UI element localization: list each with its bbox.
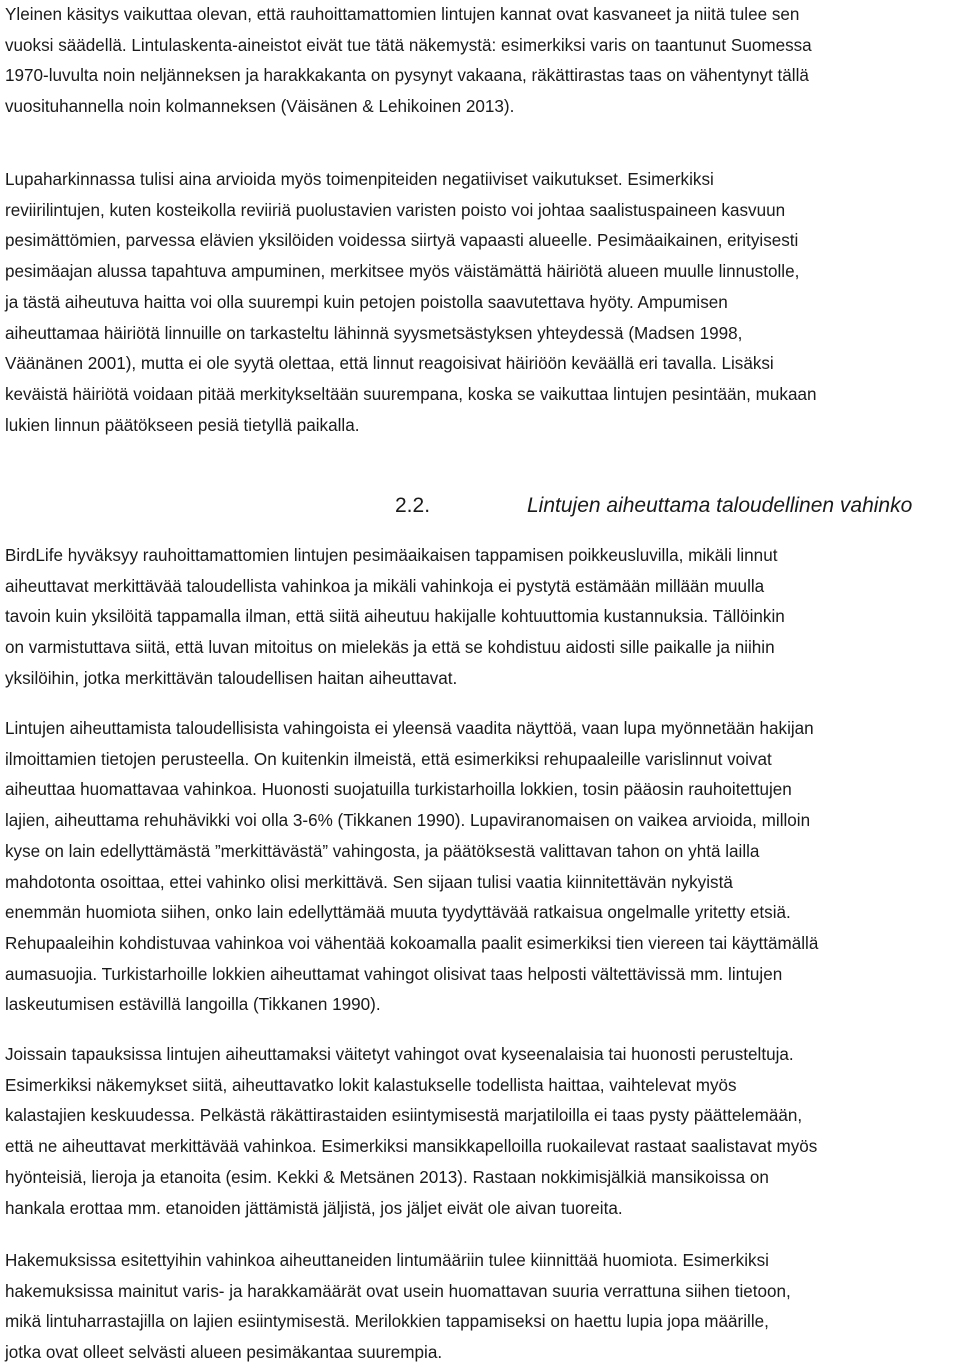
- text-line: tavoin kuin yksilöitä tappamalla ilman, että siitä aiheutuu hakijalle kohtuuttomia kustannuksia. Tällöinkin: [5, 607, 785, 627]
- text-line: Yleinen käsitys vaikuttaa olevan, että rauhoittamattomien lintujen kannat ovat kasvaneet ja niitä tulee sen: [5, 5, 800, 24]
- text-line: enemmän huomiota siihen, onko lain edellyttämää muuta tyydyttävää ratkaisua ongelmalle yritetty etsiä.: [5, 903, 791, 923]
- text-line: hakemuksissa mainitut varis- ja harakkamäärät ovat usein huomattavan suuria verrattuna siihen tietoon,: [5, 1281, 791, 1301]
- text-line: ilmoittamien tietojen perusteella. On kuitenkin ilmeistä, että esimerkiksi rehupaaleille varislinnut voivat: [5, 749, 772, 769]
- text-line: ja tästä aiheutuva haitta voi olla suurempi kuin petojen poistolla saavutettava hyöty. Ampumisen: [5, 292, 728, 312]
- text-line: lajien, aiheuttama rehuhävikki voi olla 3-6% (Tikkanen 1990). Lupaviranomaisen on vaikea arvioida, milloin: [5, 811, 811, 831]
- section-heading: [5, 489, 960, 523]
- text-line: reviirilintujen, kuten kosteikolla reviiriä puolustavien varisten poisto voi johtaa saalistuspaineen kasvuun: [5, 200, 786, 220]
- text-line: pesimättömien, parvessa elävien yksilöiden voidessa siirtyä vapaasti alueelle. Pesimäaikainen, erityisesti: [5, 231, 799, 251]
- paragraph-bird-populations: [5, 0, 812, 123]
- text-line: vuosituhannella noin kolmanneksen (Väisänen & Lehikoinen 2013).: [5, 97, 515, 117]
- text-line: Lintujen aiheuttamista taloudellisista vahingoista ei yleensä vaadita näyttöä, vaan lupa myönnetään hakijan: [5, 719, 814, 738]
- text-line: Rehupaaleihin kohdistuvaa vahinkoa voi vähentää kokoamalla paalit esimerkiksi tien viereen tai käyttämällä: [5, 933, 819, 953]
- text-line: Esimerkiksi näkemykset siitä, aiheuttavatko lokit kalastukselle todellista haittaa, vaihtelevat myös: [5, 1075, 737, 1095]
- paragraph-questionable-claims: [5, 1040, 817, 1224]
- paragraph-application-numbers: [5, 1246, 791, 1369]
- text-line: Hakemuksissa esitettyihin vahinkoa aiheuttaneiden lintumääriin tulee kiinnittää huomiota. Esimerkiksi: [5, 1251, 769, 1270]
- text-line: aumasuojia. Turkistarhoille lokkien aiheuttamat vahingot olisivat taas helposti vältettävissä mm. lintujen: [5, 964, 783, 984]
- text-line: Joissain tapauksissa lintujen aiheuttamaksi väitetyt vahingot ovat kyseenalaisia tai huonosti perusteltuja.: [5, 1045, 794, 1064]
- text-line: keväistä häiriötä voidaan pitää merkitykseltään suurempana, koska se vaikuttaa lintujen pesintään, mukaan: [5, 384, 817, 404]
- text-line: aiheuttaa huomattavaa vahinkoa. Huonosti suojatuilla turkistarhoilla lokkien, tosin pääosin rauhoitettujen: [5, 780, 792, 800]
- text-line: BirdLife hyväksyy rauhoittamattomien lintujen pesimäaikaisen tappamisen poikkeusluvilla, mikäli linnut: [5, 546, 778, 565]
- paragraph-economic-damage: [5, 714, 818, 1021]
- paragraph-negative-effects: [5, 165, 816, 441]
- text-line: mikä lintuharrastajilla on lajien esiintymisestä. Merilokkien tappamiseksi on haettu lupia jopa määrille,: [5, 1312, 769, 1332]
- text-line: yksilöihin, jotka merkittävän taloudellisen haitan aiheuttavat.: [5, 668, 458, 688]
- text-line: pesimäajan alussa tapahtuva ampuminen, merkitsee myös väistämättä häiriötä alueen muulle linnustolle,: [5, 262, 800, 282]
- text-line: kyse on lain edellyttämästä ”merkittävästä” vahingosta, ja päätöksestä valittavan tahon on yhtä lailla: [5, 841, 760, 861]
- text-line: jotka ovat olleet selvästi alueen pesimäkantaa suurempia.: [5, 1343, 443, 1363]
- section-title: Lintujen aiheuttama taloudellinen vahinko: [527, 494, 913, 517]
- text-line: 1970-luvulta noin neljänneksen ja harakkakanta on pysynyt vakaana, räkättirastas taas on vähentynyt tällä: [5, 66, 809, 86]
- section-number: 2.2.: [395, 494, 431, 517]
- text-line: hyönteisiä, lieroja ja etanoita (esim. Kekki & Metsänen 2013). Rastaan nokkimisjälkiä mansikoissa on: [5, 1167, 769, 1187]
- text-line: kalastajien keskuudessa. Pelkästä räkättirastaiden esiintymisestä marjatiloilla ei taas pysty päättelemään,: [5, 1106, 803, 1126]
- text-line: on varmistuttava siitä, että luvan mitoitus on mielekäs ja että se kohdistuu aidosti sille paikalle ja niihin: [5, 638, 775, 658]
- text-line: hankala erottaa mm. etanoiden jättämistä jäljistä, jos jäljet eivät ole aivan tuoreita.: [5, 1198, 623, 1218]
- text-line: lukien linnun päätökseen pesiä tietyllä paikalla.: [5, 415, 360, 435]
- text-line: laskeutumisen estävillä langoilla (Tikkanen 1990).: [5, 995, 381, 1015]
- text-line: aiheuttamaa häiriötä linnuille on tarkasteltu lähinnä syysmetsästyksen yhteydessä (Madsen 1998,: [5, 323, 743, 343]
- paragraph-birdlife-policy: [5, 541, 785, 695]
- text-line: mahdotonta osoittaa, ettei vahinko olisi merkittävä. Sen sijaan tulisi vaatia kiinnitettävän nykyistä: [5, 872, 733, 892]
- text-line: Lupaharkinnassa tulisi aina arvioida myös toimenpiteiden negatiiviset vaikutukset. Esimerkiksi: [5, 170, 714, 189]
- text-line: että ne aiheuttavat merkittävää vahinkoa. Esimerkiksi mansikkapelloilla ruokailevat rastaat saalistavat myös: [5, 1137, 818, 1157]
- text-line: Väänänen 2001), mutta ei ole syytä olettaa, että linnut reagoisivat häiriöön keväällä eri tavalla. Lisäksi: [5, 354, 774, 374]
- text-line: vuoksi säädellä. Lintulaskenta-aineistot eivät tue tätä näkemystä: esimerkiksi varis on taantunut Suomessa: [5, 35, 812, 55]
- text-line: aiheuttavat merkittävää taloudellista vahinkoa ja mikäli vahinkoja ei pystytä estämään millään muulla: [5, 576, 765, 596]
